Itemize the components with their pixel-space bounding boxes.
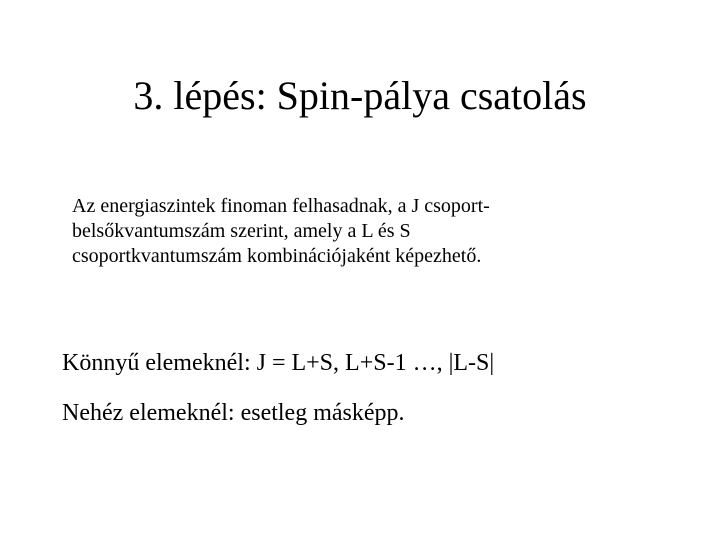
heavy-elements-text: Nehéz elemeknél: esetleg másképp. <box>62 400 405 426</box>
slide-title: 3. lépés: Spin-pálya csatolás <box>133 73 587 118</box>
light-elements-text: Könnyű elemeknél: J = L+S, L+S-1 …, |L-S| <box>62 350 495 376</box>
intro-paragraph <box>72 194 632 269</box>
intro-line-1: Az energiaszintek finoman felhasadnak, a J csoport- <box>72 195 490 217</box>
intro-line-3: csoportkvantumszám kombinációjaként képezhető. <box>72 245 482 267</box>
intro-line-2: belsőkvantumszám szerint, amely a L és S <box>72 220 411 242</box>
